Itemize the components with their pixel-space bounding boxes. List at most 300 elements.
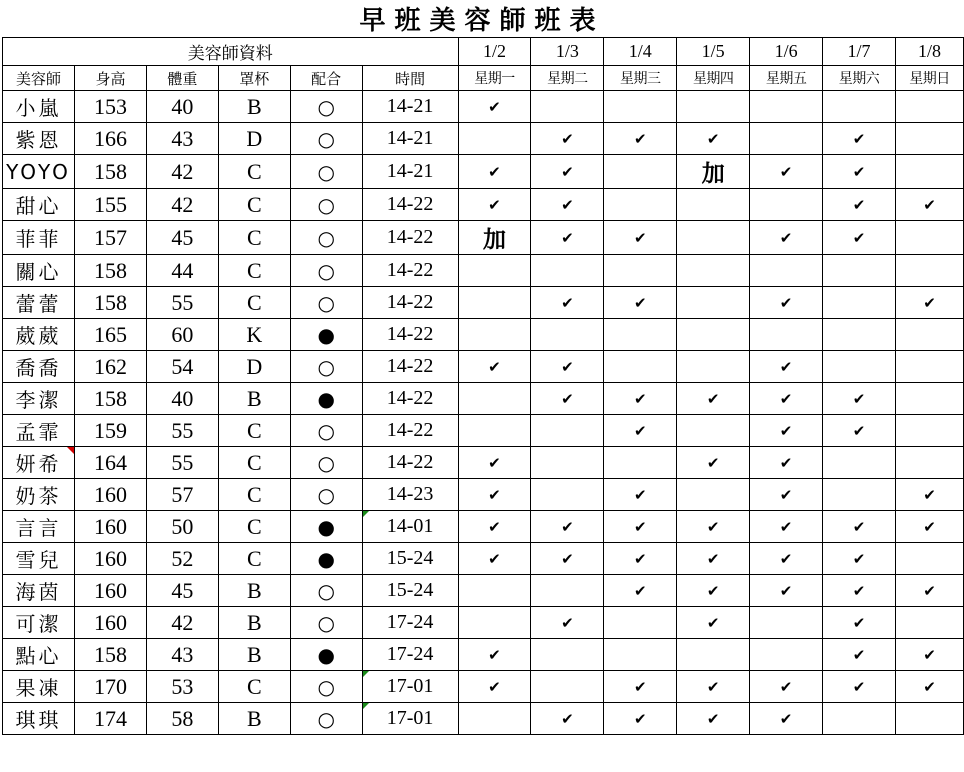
day-cell: ✔ — [458, 511, 531, 543]
day-cell — [677, 255, 750, 287]
height-cell: 170 — [74, 671, 146, 703]
day-cell — [458, 319, 531, 351]
day-cell: ✔ — [604, 221, 677, 255]
cooperation-cell: ● — [290, 511, 362, 543]
day-cell: ✔ — [750, 415, 823, 447]
day-cell: ✔ — [458, 543, 531, 575]
cup-cell: B — [218, 383, 290, 415]
day-cell: ✔ — [750, 511, 823, 543]
height-cell: 159 — [74, 415, 146, 447]
day-cell — [895, 703, 963, 735]
cup-cell: C — [218, 479, 290, 511]
therapist-name-cell: 菲菲 — [3, 221, 75, 255]
day-cell: ✔ — [750, 703, 823, 735]
shift-time-cell: 14-01 — [362, 511, 458, 543]
therapist-name-cell: 關心 — [3, 255, 75, 287]
weight-cell: 43 — [146, 639, 218, 671]
height-cell: 164 — [74, 447, 146, 479]
weight-cell: 55 — [146, 415, 218, 447]
height-cell: 158 — [74, 155, 146, 189]
day-cell: ✔ — [750, 543, 823, 575]
day-cell: ✔ — [823, 543, 896, 575]
height-cell: 162 — [74, 351, 146, 383]
shift-time-cell: 14-22 — [362, 255, 458, 287]
day-cell: ✔ — [604, 575, 677, 607]
weight-cell: 40 — [146, 91, 218, 123]
table-row — [3, 639, 964, 671]
day-cell — [531, 447, 604, 479]
day-cell: ✔ — [604, 511, 677, 543]
day-cell — [531, 255, 604, 287]
cooperation-cell: ○ — [290, 91, 362, 123]
day-cell: ✔ — [531, 221, 604, 255]
day-cell: ✔ — [531, 351, 604, 383]
cooperation-cell: ○ — [290, 221, 362, 255]
day-cell — [458, 383, 531, 415]
column-header: 時間 — [362, 66, 458, 91]
date-header: 1/3 — [531, 38, 604, 66]
therapist-name-cell: 可潔 — [3, 607, 75, 639]
day-cell: ✔ — [750, 447, 823, 479]
weight-cell: 52 — [146, 543, 218, 575]
day-cell — [604, 189, 677, 221]
shift-time-cell: 14-22 — [362, 447, 458, 479]
cooperation-cell: ○ — [290, 479, 362, 511]
day-cell: ✔ — [895, 575, 963, 607]
shift-time-cell: 15-24 — [362, 575, 458, 607]
day-cell — [531, 671, 604, 703]
height-cell: 158 — [74, 639, 146, 671]
day-cell: ✔ — [531, 155, 604, 189]
weight-cell: 54 — [146, 351, 218, 383]
weekday-header: 星期六 — [823, 66, 896, 91]
day-cell: ✔ — [677, 123, 750, 155]
day-cell — [895, 607, 963, 639]
shift-time-cell: 14-22 — [362, 383, 458, 415]
therapist-name-cell: 喬喬 — [3, 351, 75, 383]
height-cell: 166 — [74, 123, 146, 155]
day-cell — [823, 319, 896, 351]
day-cell — [750, 123, 823, 155]
height-cell: 160 — [74, 543, 146, 575]
day-cell: ✔ — [458, 479, 531, 511]
day-cell: ✔ — [531, 123, 604, 155]
cooperation-cell: ○ — [290, 703, 362, 735]
day-cell: ✔ — [531, 703, 604, 735]
shift-time-cell: 14-22 — [362, 221, 458, 255]
day-cell — [677, 351, 750, 383]
day-cell: ✔ — [895, 479, 963, 511]
therapist-name-cell: 李潔 — [3, 383, 75, 415]
therapist-name-cell: 海茵 — [3, 575, 75, 607]
day-cell: ✔ — [750, 575, 823, 607]
therapist-name-cell: 蕾蕾 — [3, 287, 75, 319]
day-cell: ✔ — [677, 671, 750, 703]
height-cell: 155 — [74, 189, 146, 221]
day-cell — [604, 607, 677, 639]
day-cell — [604, 91, 677, 123]
table-row — [3, 511, 964, 543]
column-header: 配合 — [290, 66, 362, 91]
shift-time-cell: 14-21 — [362, 123, 458, 155]
cooperation-cell: ○ — [290, 287, 362, 319]
table-row — [3, 575, 964, 607]
shift-time-cell: 14-22 — [362, 415, 458, 447]
day-cell: ✔ — [604, 671, 677, 703]
table-row — [3, 221, 964, 255]
table-row — [3, 607, 964, 639]
day-cell — [823, 703, 896, 735]
weekday-header: 星期二 — [531, 66, 604, 91]
section-header: 美容師資料 — [3, 38, 459, 66]
day-cell: ✔ — [677, 703, 750, 735]
shift-time-cell: 14-22 — [362, 351, 458, 383]
therapist-name-cell: 孟霏 — [3, 415, 75, 447]
day-cell: ✔ — [823, 221, 896, 255]
therapist-name-cell: 奶茶 — [3, 479, 75, 511]
cooperation-cell: ○ — [290, 123, 362, 155]
date-header: 1/6 — [750, 38, 823, 66]
cup-cell: K — [218, 319, 290, 351]
day-cell: ✔ — [458, 351, 531, 383]
day-cell: ✔ — [604, 287, 677, 319]
cup-cell: B — [218, 607, 290, 639]
therapist-name-cell: 甜心 — [3, 189, 75, 221]
day-cell — [823, 351, 896, 383]
day-cell — [604, 255, 677, 287]
cup-cell: C — [218, 415, 290, 447]
therapist-name-cell: 葳葳 — [3, 319, 75, 351]
day-cell: ✔ — [677, 511, 750, 543]
height-cell: 160 — [74, 479, 146, 511]
day-cell: ✔ — [531, 189, 604, 221]
day-cell — [895, 319, 963, 351]
day-cell: 加 — [458, 221, 531, 255]
day-cell: 加 — [677, 155, 750, 189]
day-cell — [895, 221, 963, 255]
height-cell: 160 — [74, 575, 146, 607]
day-cell: ✔ — [531, 511, 604, 543]
table-row — [3, 255, 964, 287]
cup-cell: D — [218, 123, 290, 155]
table-row — [3, 671, 964, 703]
day-cell: ✔ — [750, 221, 823, 255]
day-cell — [458, 123, 531, 155]
cup-cell: C — [218, 447, 290, 479]
day-cell — [823, 287, 896, 319]
table-row — [3, 123, 964, 155]
table-row — [3, 351, 964, 383]
day-cell — [531, 91, 604, 123]
date-header: 1/5 — [677, 38, 750, 66]
page-title: 早班美容師班表 — [359, 6, 605, 36]
cup-cell: C — [218, 189, 290, 221]
day-cell: ✔ — [823, 639, 896, 671]
day-cell — [604, 155, 677, 189]
cooperation-cell: ○ — [290, 575, 362, 607]
shift-time-cell: 17-24 — [362, 607, 458, 639]
weight-cell: 55 — [146, 447, 218, 479]
day-cell — [677, 479, 750, 511]
weight-cell: 60 — [146, 319, 218, 351]
cup-cell: B — [218, 575, 290, 607]
table-row — [3, 543, 964, 575]
shift-time-cell: 14-23 — [362, 479, 458, 511]
day-cell: ✔ — [750, 671, 823, 703]
day-cell: ✔ — [750, 479, 823, 511]
day-cell — [750, 91, 823, 123]
day-cell — [895, 351, 963, 383]
day-cell: ✔ — [895, 287, 963, 319]
shift-time-cell: 17-24 — [362, 639, 458, 671]
cup-cell: C — [218, 155, 290, 189]
day-cell — [604, 447, 677, 479]
day-cell: ✔ — [677, 383, 750, 415]
day-cell: ✔ — [823, 123, 896, 155]
shift-time-cell: 14-21 — [362, 155, 458, 189]
header-row-dates — [3, 38, 964, 66]
day-cell — [823, 479, 896, 511]
day-cell: ✔ — [604, 543, 677, 575]
cooperation-cell: ○ — [290, 351, 362, 383]
day-cell — [823, 255, 896, 287]
day-cell — [823, 91, 896, 123]
day-cell: ✔ — [458, 155, 531, 189]
day-cell: ✔ — [823, 575, 896, 607]
table-row — [3, 287, 964, 319]
shift-time-cell: 14-22 — [362, 287, 458, 319]
day-cell — [895, 155, 963, 189]
height-cell: 158 — [74, 255, 146, 287]
cooperation-cell: ○ — [290, 447, 362, 479]
day-cell — [677, 639, 750, 671]
height-cell: 165 — [74, 319, 146, 351]
column-header: 美容師 — [3, 66, 75, 91]
therapist-name-cell: 小嵐 — [3, 91, 75, 123]
height-cell: 157 — [74, 221, 146, 255]
column-header: 身高 — [74, 66, 146, 91]
weight-cell: 57 — [146, 479, 218, 511]
weight-cell: 43 — [146, 123, 218, 155]
weight-cell: 44 — [146, 255, 218, 287]
day-cell — [677, 319, 750, 351]
day-cell — [895, 543, 963, 575]
day-cell: ✔ — [823, 155, 896, 189]
table-row — [3, 703, 964, 735]
day-cell: ✔ — [677, 607, 750, 639]
weight-cell: 45 — [146, 221, 218, 255]
table-row — [3, 383, 964, 415]
weekday-header: 星期三 — [604, 66, 677, 91]
day-cell — [750, 607, 823, 639]
therapist-name-cell: 紫恩 — [3, 123, 75, 155]
day-cell: ✔ — [604, 123, 677, 155]
column-header: 罩杯 — [218, 66, 290, 91]
weight-cell: 40 — [146, 383, 218, 415]
day-cell — [458, 607, 531, 639]
weight-cell: 45 — [146, 575, 218, 607]
header-row-columns — [3, 66, 964, 91]
day-cell — [458, 255, 531, 287]
day-cell — [677, 287, 750, 319]
day-cell: ✔ — [895, 511, 963, 543]
weight-cell: 50 — [146, 511, 218, 543]
table-row — [3, 189, 964, 221]
day-cell: ✔ — [531, 607, 604, 639]
height-cell: 174 — [74, 703, 146, 735]
day-cell: ✔ — [750, 155, 823, 189]
table-row — [3, 447, 964, 479]
day-cell — [750, 319, 823, 351]
day-cell — [531, 575, 604, 607]
day-cell — [604, 639, 677, 671]
date-header: 1/2 — [458, 38, 531, 66]
day-cell: ✔ — [677, 447, 750, 479]
cup-cell: D — [218, 351, 290, 383]
cooperation-cell: ○ — [290, 255, 362, 287]
day-cell — [823, 447, 896, 479]
cup-cell: B — [218, 91, 290, 123]
day-cell: ✔ — [823, 383, 896, 415]
day-cell — [604, 319, 677, 351]
therapist-name-cell: 果凍 — [3, 671, 75, 703]
day-cell — [750, 255, 823, 287]
table-row — [3, 319, 964, 351]
day-cell — [458, 415, 531, 447]
cooperation-cell: ● — [290, 639, 362, 671]
weight-cell: 55 — [146, 287, 218, 319]
weight-cell: 58 — [146, 703, 218, 735]
cooperation-cell: ○ — [290, 671, 362, 703]
day-cell — [677, 415, 750, 447]
day-cell: ✔ — [458, 447, 531, 479]
height-cell: 160 — [74, 511, 146, 543]
table-row — [3, 479, 964, 511]
day-cell — [531, 415, 604, 447]
day-cell: ✔ — [458, 91, 531, 123]
day-cell: ✔ — [895, 639, 963, 671]
date-header: 1/7 — [823, 38, 896, 66]
day-cell: ✔ — [531, 543, 604, 575]
day-cell — [895, 415, 963, 447]
cup-cell: C — [218, 221, 290, 255]
day-cell: ✔ — [677, 575, 750, 607]
therapist-name-cell: 妍希 — [3, 447, 75, 479]
cup-cell: C — [218, 255, 290, 287]
day-cell: ✔ — [458, 671, 531, 703]
cup-cell: C — [218, 511, 290, 543]
date-header: 1/4 — [604, 38, 677, 66]
therapist-name-cell: 琪琪 — [3, 703, 75, 735]
shift-time-cell: 14-22 — [362, 319, 458, 351]
day-cell — [531, 319, 604, 351]
cup-cell: B — [218, 703, 290, 735]
cooperation-cell: ○ — [290, 607, 362, 639]
height-cell: 158 — [74, 287, 146, 319]
day-cell: ✔ — [895, 671, 963, 703]
day-cell: ✔ — [823, 607, 896, 639]
day-cell: ✔ — [750, 351, 823, 383]
shift-time-cell: 17-01 — [362, 703, 458, 735]
weekday-header: 星期一 — [458, 66, 531, 91]
table-row — [3, 91, 964, 123]
therapist-name-cell: 點心 — [3, 639, 75, 671]
shift-time-cell: 14-21 — [362, 91, 458, 123]
weight-cell: 42 — [146, 607, 218, 639]
day-cell — [458, 287, 531, 319]
day-cell: ✔ — [895, 189, 963, 221]
cup-cell: C — [218, 671, 290, 703]
schedule-body — [3, 91, 964, 735]
cooperation-cell: ○ — [290, 155, 362, 189]
day-cell: ✔ — [750, 287, 823, 319]
day-cell: ✔ — [531, 383, 604, 415]
height-cell: 153 — [74, 91, 146, 123]
height-cell: 160 — [74, 607, 146, 639]
day-cell — [531, 479, 604, 511]
weight-cell: 53 — [146, 671, 218, 703]
day-cell: ✔ — [604, 479, 677, 511]
day-cell — [750, 189, 823, 221]
weekday-header: 星期四 — [677, 66, 750, 91]
cooperation-cell: ● — [290, 543, 362, 575]
day-cell: ✔ — [677, 543, 750, 575]
table-row — [3, 155, 964, 189]
weight-cell: 42 — [146, 155, 218, 189]
day-cell — [531, 639, 604, 671]
day-cell: ✔ — [604, 415, 677, 447]
date-header: 1/8 — [895, 38, 963, 66]
schedule-table — [2, 37, 964, 735]
cooperation-cell: ● — [290, 319, 362, 351]
day-cell: ✔ — [604, 383, 677, 415]
day-cell: ✔ — [823, 671, 896, 703]
cup-cell: B — [218, 639, 290, 671]
therapist-name-cell: YOYO — [3, 155, 75, 189]
table-row — [3, 415, 964, 447]
day-cell — [895, 123, 963, 155]
cooperation-cell: ● — [290, 383, 362, 415]
shift-time-cell: 17-01 — [362, 671, 458, 703]
day-cell — [604, 351, 677, 383]
day-cell — [458, 575, 531, 607]
day-cell — [895, 383, 963, 415]
day-cell — [895, 91, 963, 123]
cooperation-cell: ○ — [290, 415, 362, 447]
day-cell: ✔ — [458, 189, 531, 221]
day-cell — [895, 447, 963, 479]
shift-time-cell: 15-24 — [362, 543, 458, 575]
day-cell: ✔ — [531, 287, 604, 319]
column-header: 體重 — [146, 66, 218, 91]
cup-cell: C — [218, 287, 290, 319]
day-cell: ✔ — [750, 383, 823, 415]
therapist-name-cell: 雪兒 — [3, 543, 75, 575]
weekday-header: 星期日 — [895, 66, 963, 91]
cup-cell: C — [218, 543, 290, 575]
shift-time-cell: 14-22 — [362, 189, 458, 221]
weekday-header: 星期五 — [750, 66, 823, 91]
day-cell: ✔ — [823, 189, 896, 221]
height-cell: 158 — [74, 383, 146, 415]
day-cell: ✔ — [458, 639, 531, 671]
day-cell — [750, 639, 823, 671]
day-cell — [895, 255, 963, 287]
day-cell: ✔ — [823, 511, 896, 543]
therapist-name-cell: 言言 — [3, 511, 75, 543]
day-cell — [458, 703, 531, 735]
cooperation-cell: ○ — [290, 189, 362, 221]
